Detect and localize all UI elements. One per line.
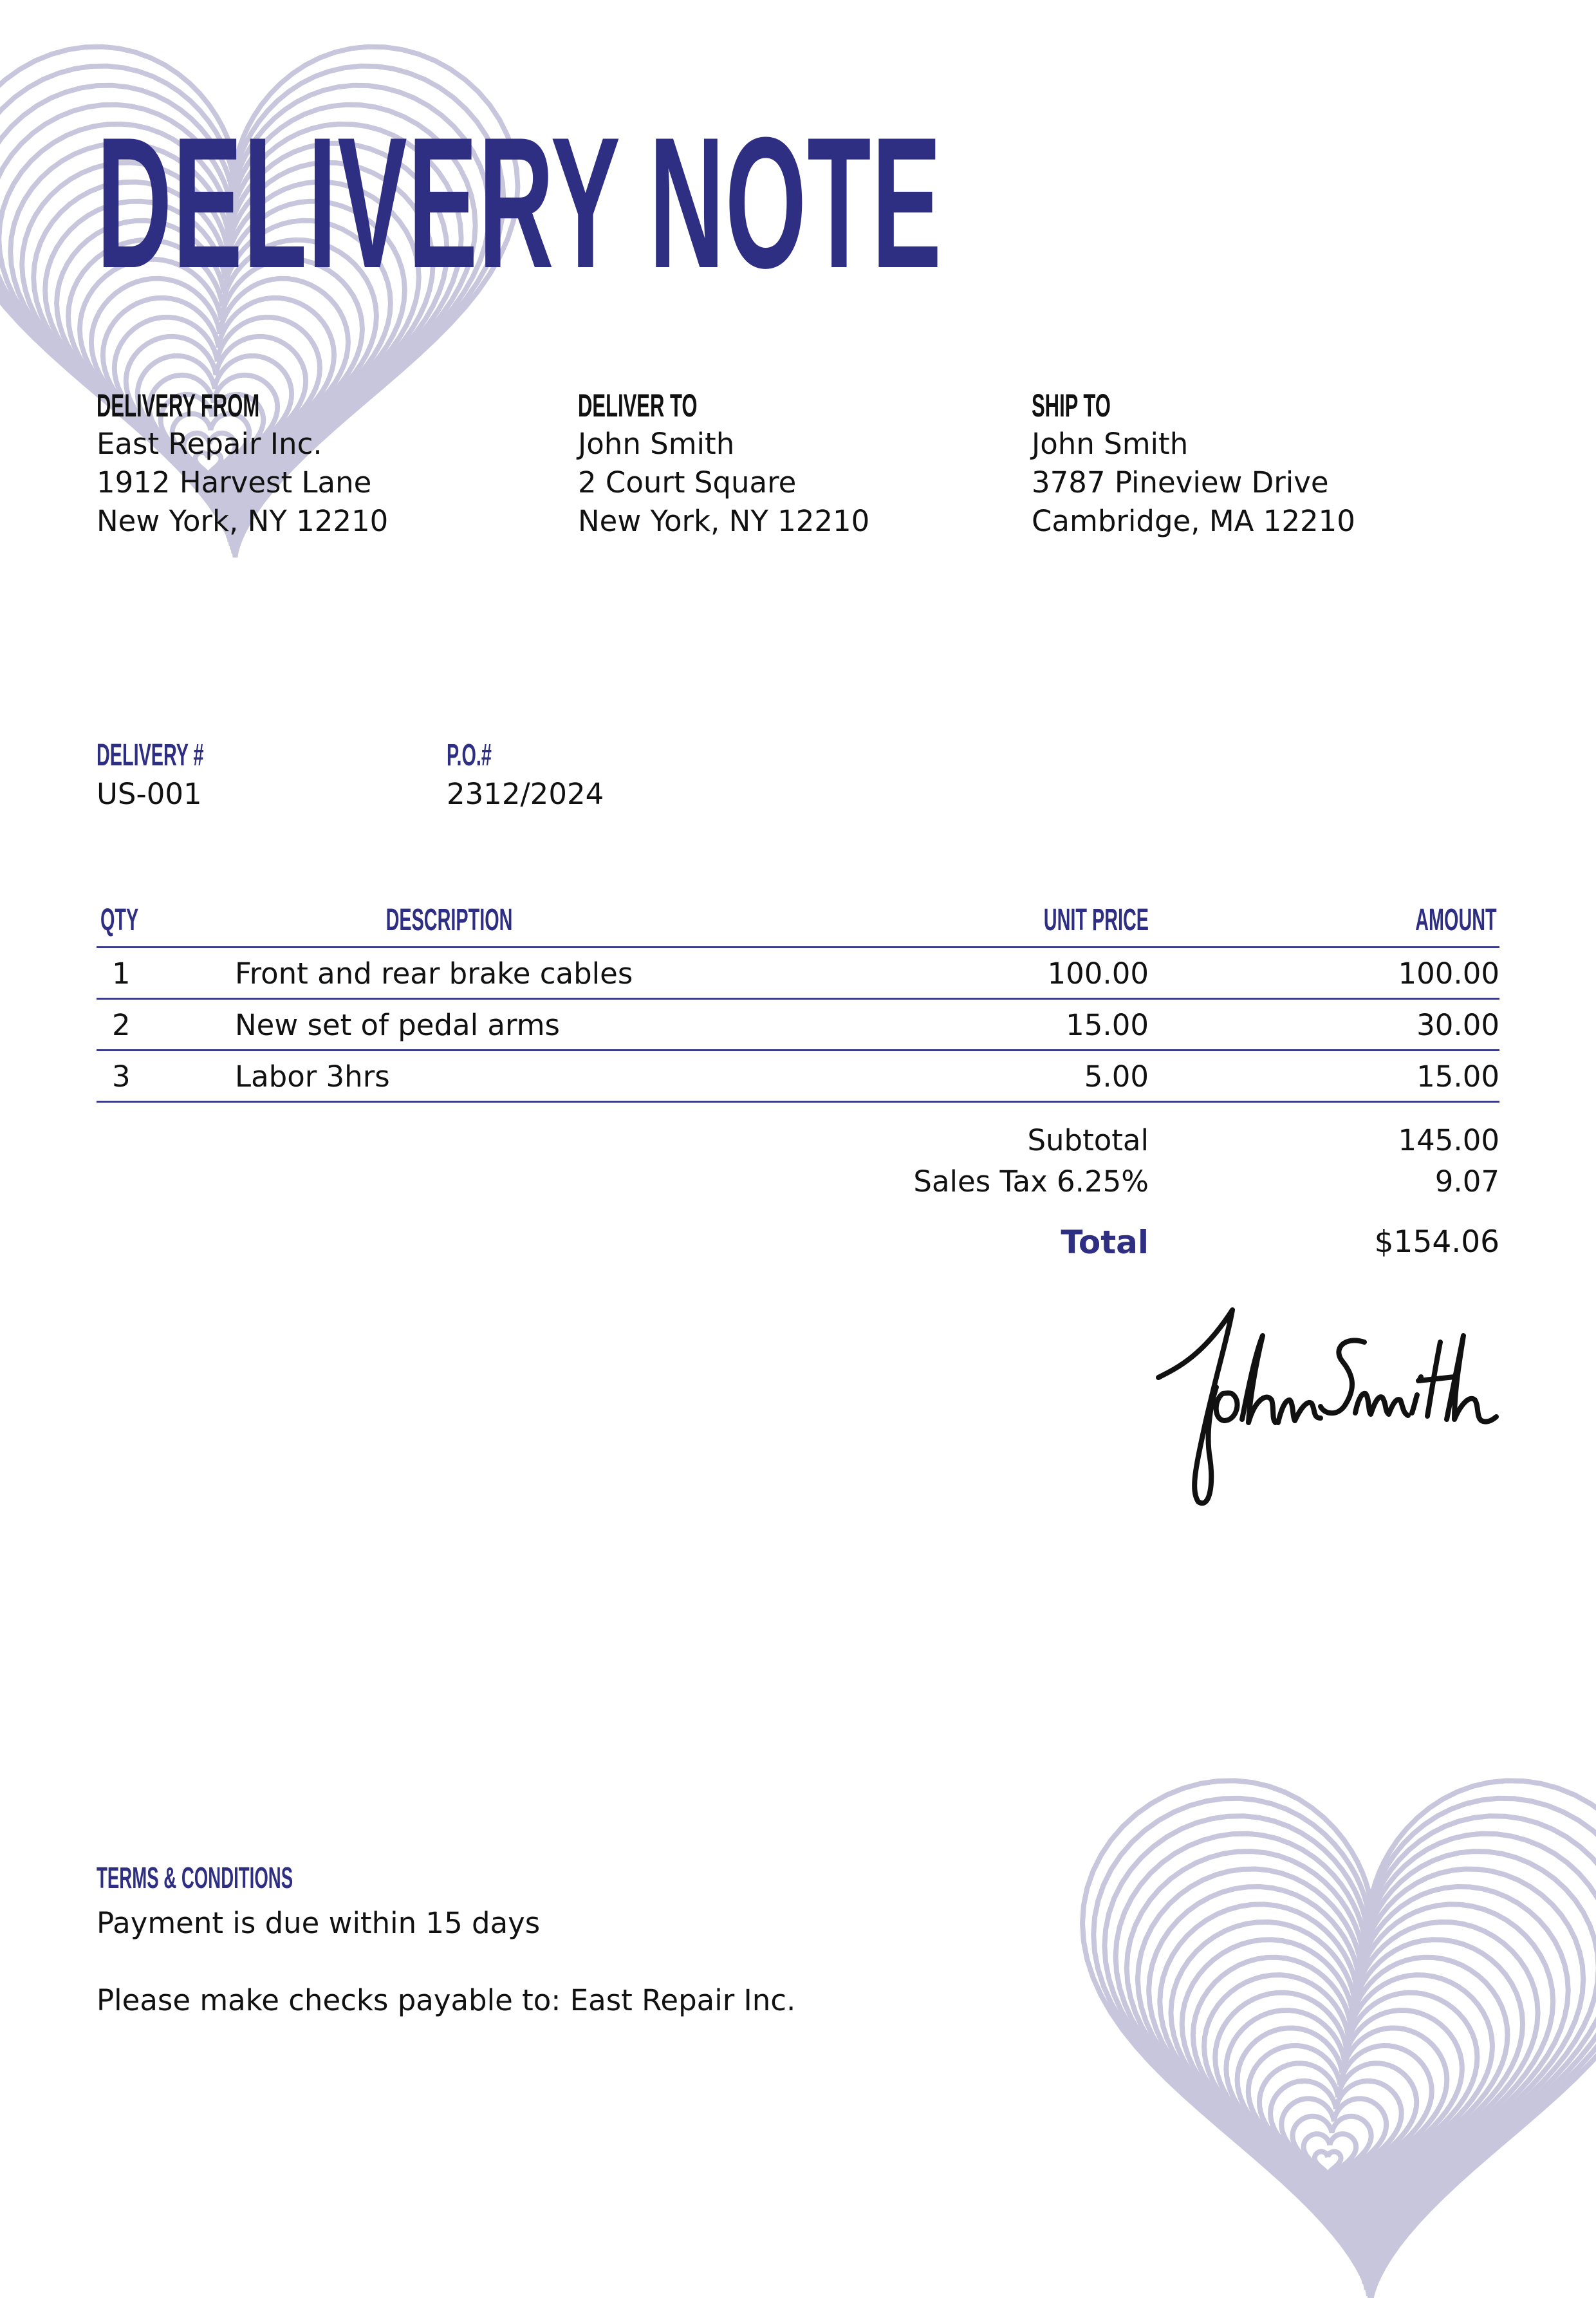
heart-ring <box>1093 1798 1596 2296</box>
table-row <box>97 1051 1499 1103</box>
heart-ring <box>1259 2063 1416 2205</box>
unit-price-cell: 5.00 <box>1084 1060 1149 1094</box>
qty-cell: 3 <box>112 1060 131 1094</box>
terms-heading: TERMS & CONDITIONS <box>97 1861 293 1894</box>
amount-cell: 15.00 <box>1416 1060 1499 1094</box>
heart-ring <box>1248 2046 1432 2212</box>
items-table <box>97 895 1499 1103</box>
terms-line: Payment is due within 15 days <box>97 1906 541 1940</box>
heart-ring <box>1292 2116 1371 2187</box>
amount-cell: 100.00 <box>1398 957 1499 991</box>
heart-ring <box>1304 2134 1356 2181</box>
unit-price-header: UNIT PRICE <box>1043 903 1149 937</box>
delivery-from-line: East Repair Inc. <box>97 427 322 461</box>
amount-cell: 30.00 <box>1416 1008 1499 1042</box>
total-label: Total <box>1061 1224 1149 1261</box>
delivery-from-line: New York, NY 12210 <box>97 504 389 538</box>
ship-to-line: Cambridge, MA 12210 <box>1032 504 1355 538</box>
subtotal-value: 145.00 <box>1398 1123 1499 1157</box>
qty-cell: 2 <box>112 1008 131 1042</box>
heart-ring <box>1082 1780 1596 2298</box>
po-number-label: P.O.# <box>447 738 492 772</box>
deliver-to-line: New York, NY 12210 <box>578 504 870 538</box>
po-number-block <box>447 737 604 814</box>
deliver-to-heading: DELIVER TO <box>578 388 698 424</box>
heart-ring <box>1281 2098 1386 2193</box>
description-cell: Front and rear brake cables <box>235 957 633 991</box>
table-row <box>97 948 1499 1000</box>
deliver-to-block <box>578 386 1016 541</box>
heart-ring <box>1226 2010 1462 2223</box>
heart-ring <box>1238 2028 1447 2218</box>
qty-cell: 1 <box>112 957 131 991</box>
subtotal-label: Subtotal <box>1027 1123 1149 1157</box>
heart-ring <box>1149 1887 1568 2266</box>
ship-to-heading: SHIP TO <box>1032 388 1111 424</box>
description-cell: New set of pedal arms <box>235 1008 560 1042</box>
ship-to-block <box>1032 386 1469 541</box>
amount-header: AMOUNT <box>1415 903 1497 937</box>
heart-ring <box>1270 2081 1402 2200</box>
heart-ring <box>1160 1904 1553 2259</box>
heart-ring <box>1138 1869 1583 2272</box>
heart-ring <box>1204 1975 1492 2236</box>
heart-ring <box>1193 1957 1508 2242</box>
tax-value: 9.07 <box>1434 1164 1499 1199</box>
heart-ring <box>1182 1939 1523 2247</box>
delivery-from-block <box>97 386 534 541</box>
table-header <box>97 895 1499 948</box>
heart-ring <box>1171 1922 1537 2254</box>
delivery-number-block <box>97 737 275 814</box>
terms-line: Please make checks payable to: East Repair Inc. <box>97 1983 796 2017</box>
heart-ring <box>1127 1851 1596 2277</box>
table-row <box>97 1000 1499 1051</box>
unit-price-cell: 15.00 <box>1066 1008 1149 1042</box>
description-header: DESCRIPTION <box>385 903 513 937</box>
heart-pattern-icon <box>1030 1654 1596 2298</box>
heart-ring <box>1104 1816 1596 2290</box>
heart-ring <box>1215 1993 1477 2230</box>
document-title: DELIVERY NOTE <box>97 98 943 307</box>
description-cell: Labor 3hrs <box>235 1060 390 1094</box>
deliver-to-line: John Smith <box>578 427 735 461</box>
deliver-to-line: 2 Court Square <box>578 465 797 500</box>
heart-ring <box>1315 2152 1341 2176</box>
delivery-from-heading: DELIVERY FROM <box>97 388 260 424</box>
total-value: $154.06 <box>1374 1224 1499 1260</box>
tax-label: Sales Tax 6.25% <box>913 1164 1149 1199</box>
heart-ring <box>1116 1834 1596 2284</box>
delivery-number-value: US-001 <box>97 777 202 811</box>
ship-to-line: John Smith <box>1032 427 1189 461</box>
po-number-value: 2312/2024 <box>447 777 604 811</box>
delivery-number-label: DELIVERY # <box>97 738 204 772</box>
signature-icon <box>1152 1297 1503 1516</box>
qty-header: QTY <box>100 903 139 937</box>
ship-to-line: 3787 Pineview Drive <box>1032 465 1329 500</box>
unit-price-cell: 100.00 <box>1047 957 1149 991</box>
delivery-from-line: 1912 Harvest Lane <box>97 465 372 500</box>
